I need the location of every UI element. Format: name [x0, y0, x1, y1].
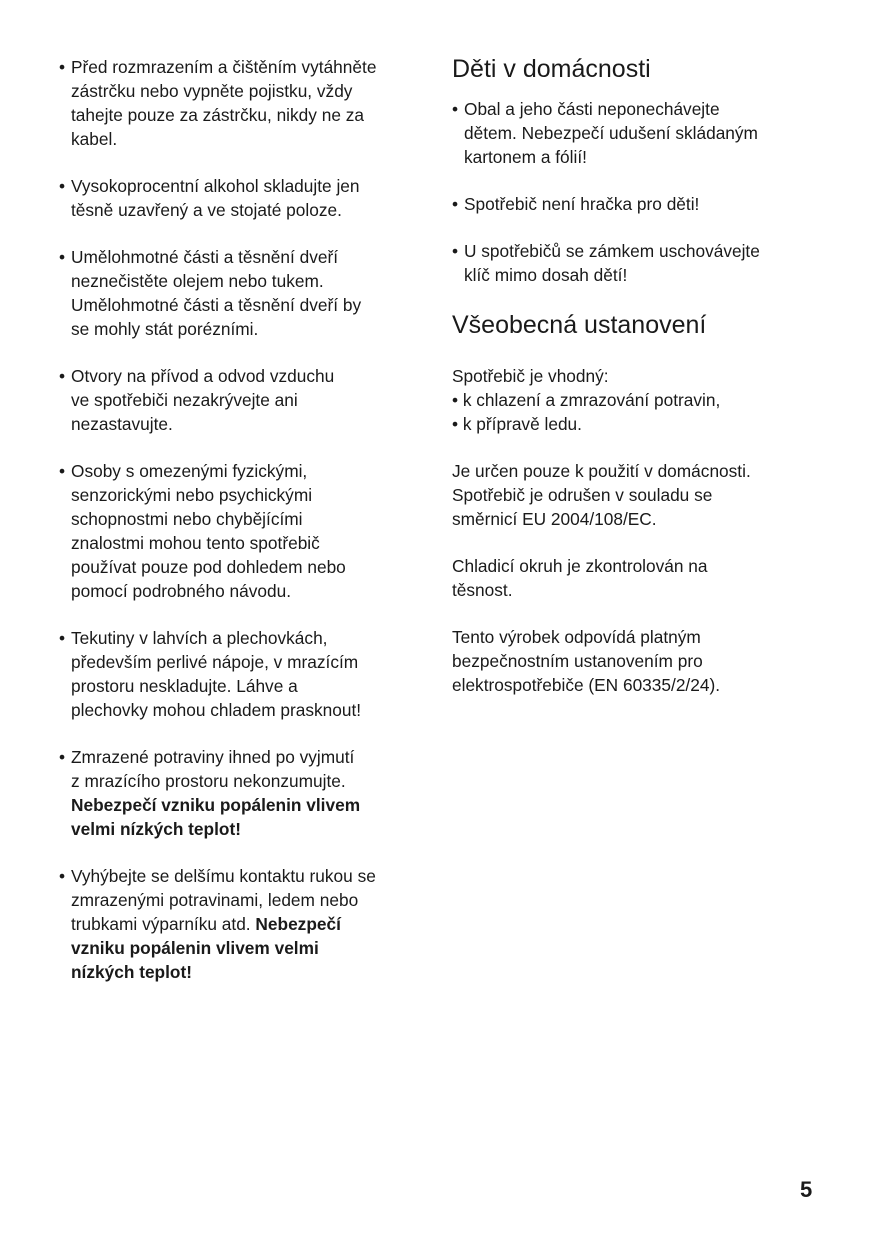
- text-line: kabel.: [71, 129, 118, 149]
- text-line: U spotřebičů se zámkem uschovávejte: [464, 241, 760, 261]
- text-line: Tekutiny v lahvích a plechovkách,: [71, 628, 328, 648]
- bullet-dot: •: [59, 461, 66, 481]
- list-item-contact: [59, 864, 429, 984]
- text-line: těsnost.: [452, 580, 513, 600]
- text-line: směrnicí EU 2004/108/EC.: [452, 509, 657, 529]
- bullet-dot: •: [59, 747, 66, 767]
- bullet-dot: •: [59, 628, 66, 648]
- list-item-bottles: [59, 626, 429, 722]
- text-line: z mrazícího prostoru nekonzumujte.: [71, 771, 346, 791]
- text-line: Otvory na přívod a odvod vzduchu: [71, 366, 335, 386]
- section-heading-general: Všeobecná ustanovení: [452, 311, 707, 339]
- text-line: Je určen pouze k použití v domácnosti.: [452, 461, 751, 481]
- bullet-dot: •: [59, 57, 66, 77]
- warning-line: Nebezpečí vzniku popálenin vlivem: [71, 795, 361, 815]
- text-line: • k přípravě ledu.: [452, 414, 582, 434]
- text-line: kartonem a fólií!: [464, 147, 587, 167]
- list-item-packaging: [452, 97, 822, 169]
- warning-segment: Nebezpečí: [255, 914, 341, 934]
- text-line: zmrazenými potravinami, ledem nebo: [71, 890, 359, 910]
- text-line: • k chlazení a zmrazování potravin,: [452, 390, 721, 410]
- list-item-unplug: [59, 55, 429, 151]
- household-paragraph: [452, 459, 822, 531]
- page-number: 5: [800, 1177, 813, 1202]
- text-line: senzorickými nebo psychickými: [71, 485, 313, 505]
- list-item-frozen-food: [59, 745, 429, 841]
- text-line: neznečistěte olejem nebo tukem.: [71, 271, 324, 291]
- list-item-vents: [59, 364, 429, 436]
- text-line: Před rozmrazením a čištěním vytáhněte: [71, 57, 377, 77]
- text-line: klíč mimo dosah dětí!: [464, 265, 628, 285]
- text-line: bezpečnostním ustanovením pro: [452, 651, 703, 671]
- bullet-dot: •: [452, 194, 459, 214]
- text-line: Obal a jeho části neponechávejte: [464, 99, 720, 119]
- list-item-not-a-toy: [452, 192, 822, 216]
- text-line: Umělohmotné části a těsnění dveří: [71, 247, 339, 267]
- text-line: především perlivé nápoje, v mrazícím: [71, 652, 359, 672]
- cooling-circuit-paragraph: [452, 554, 822, 602]
- text-line: zástrčku nebo vypněte pojistku, vždy: [71, 81, 353, 101]
- text-line: nezastavujte.: [71, 414, 173, 434]
- text-line: Spotřebič je vhodný:: [452, 366, 609, 386]
- list-item-key: [452, 239, 822, 287]
- text-line: Tento výrobek odpovídá platným: [452, 627, 701, 647]
- text-line: používat pouze pod dohledem nebo: [71, 557, 346, 577]
- text-line: se mohly stát porézními.: [71, 319, 259, 339]
- text-line: Osoby s omezenými fyzickými,: [71, 461, 308, 481]
- text-line: prostoru neskladujte. Láhve a: [71, 676, 298, 696]
- text-line: pomocí podrobného návodu.: [71, 581, 292, 601]
- bullet-dot: •: [59, 247, 66, 267]
- text-line: elektrospotřebiče (EN 60335/2/24).: [452, 675, 721, 695]
- text-line: ve spotřebiči nezakrývejte ani: [71, 390, 298, 410]
- mixed-line: [71, 912, 429, 936]
- text-segment: trubkami výparníku atd.: [71, 914, 256, 934]
- text-line: těsně uzavřený a ve stojaté poloze.: [71, 200, 342, 220]
- list-item-plastic-parts: [59, 245, 429, 341]
- text-line: Spotřebič je odrušen v souladu se: [452, 485, 713, 505]
- text-line: Chladicí okruh je zkontrolován na: [452, 556, 708, 576]
- text-line: tahejte pouze za zástrčku, nikdy ne za: [71, 105, 364, 125]
- warning-line: velmi nízkých teplot!: [71, 819, 241, 839]
- bullet-dot: •: [452, 241, 459, 261]
- warning-line: nízkých teplot!: [71, 962, 192, 982]
- text-line: znalostmi mohou tento spotřebič: [71, 533, 320, 553]
- text-line: schopnostmi nebo chybějícími: [71, 509, 303, 529]
- bullet-dot: •: [59, 366, 66, 386]
- standards-paragraph: [452, 625, 822, 697]
- warning-line: vzniku popálenin vlivem velmi: [71, 938, 319, 958]
- list-item-supervision: [59, 459, 429, 603]
- text-line: plechovky mohou chladem prasknout!: [71, 700, 362, 720]
- bullet-dot: •: [59, 866, 66, 886]
- text-line: dětem. Nebezpečí udušení skládaným: [464, 123, 758, 143]
- left-column: [59, 55, 429, 1007]
- bullet-dot: •: [59, 176, 66, 196]
- text-line: Vysokoprocentní alkohol skladujte jen: [71, 176, 360, 196]
- text-line: Spotřebič není hračka pro děti!: [464, 194, 700, 214]
- text-line: Zmrazené potraviny ihned po vyjmutí: [71, 747, 355, 767]
- section-heading-children: Děti v domácnosti: [452, 55, 651, 83]
- list-item-alcohol: [59, 174, 429, 222]
- right-column: [452, 53, 822, 720]
- suitability-paragraph: [452, 364, 822, 436]
- text-line: Vyhýbejte se delšímu kontaktu rukou se: [71, 866, 376, 886]
- text-line: Umělohmotné části a těsnění dveří by: [71, 295, 362, 315]
- bullet-dot: •: [452, 99, 459, 119]
- children-list: [452, 97, 822, 287]
